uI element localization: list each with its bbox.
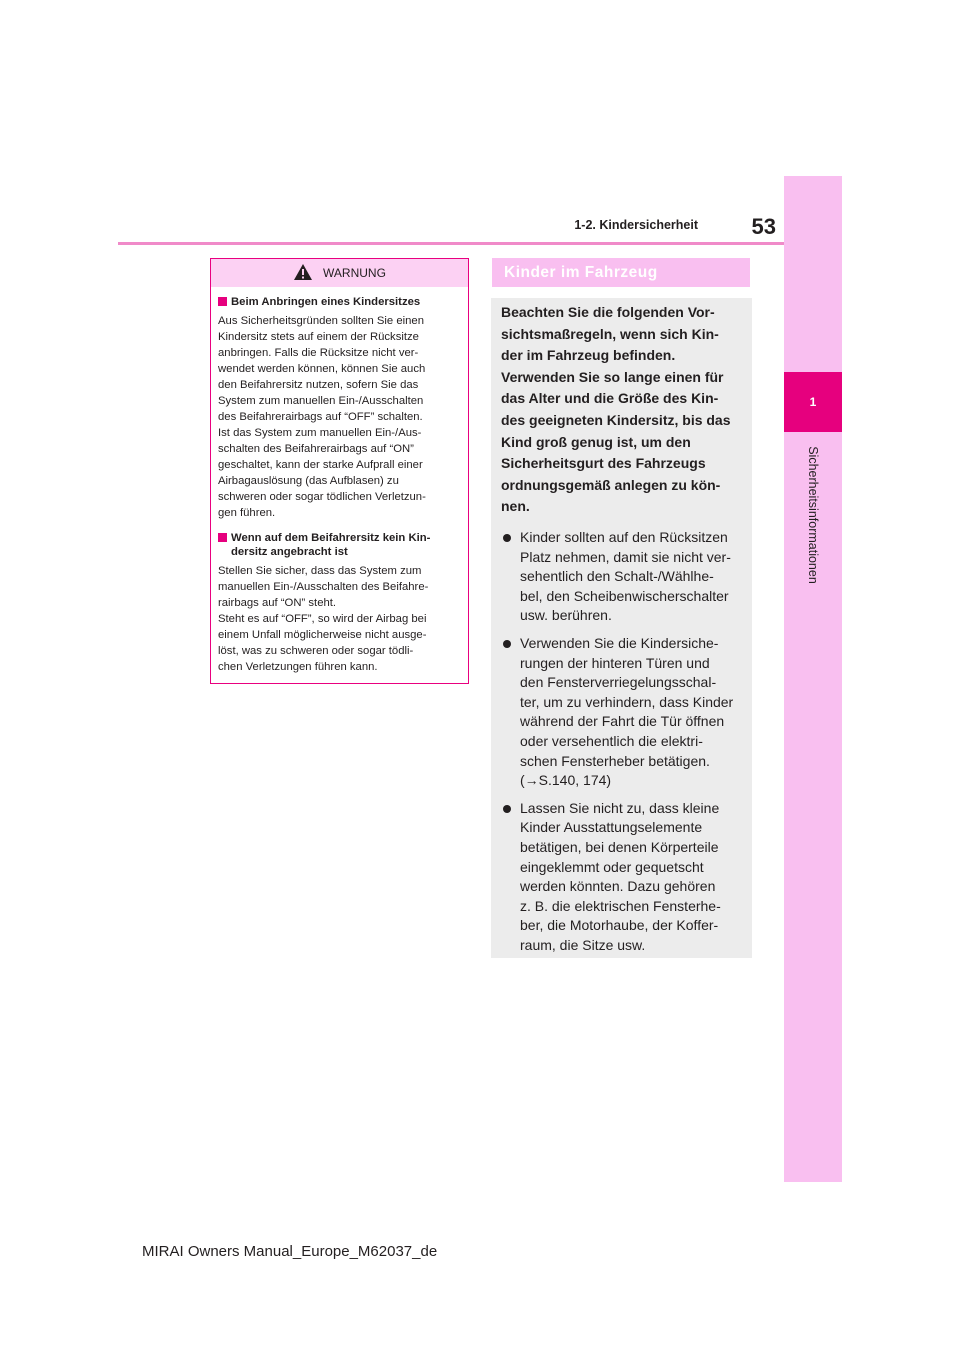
chapter-side-tab [784, 176, 842, 1182]
warning-item-text: Stellen Sie sicher, dass das System zum manuellen Ein-/Ausschalten des Beifahre- rairbags auf “ON” steht. Steht es auf “OFF”, so wird der Airbag bei einem Unfall möglicherweise nicht ausge- löst, was zu schweren oder sogar tödli- chen Verletzungen führen kann. [218, 565, 429, 673]
round-bullet-icon [503, 640, 511, 648]
round-bullet-icon [503, 805, 511, 813]
list-item [501, 528, 746, 626]
list-item [501, 799, 746, 956]
warning-heading-text: Beim Anbringen eines Kindersitzes [231, 296, 421, 308]
page-number: 53 [751, 214, 776, 239]
chapter-label: Sicherheitsinformationen [806, 446, 820, 584]
footer-manual-id: MIRAI Owners Manual_Europe_M62037_de [142, 1243, 438, 1260]
list-item-text: Verwenden Sie die Kindersiche- rungen der hinteren Türen und den Fensterverriegelungsschal- ter, um zu verhindern, dass Kinder während der Fahrt die Tür öffnen oder versehentlich die elektri- schen Fensterheber betätigen. (→S.140, 174) [520, 634, 734, 789]
warning-box [210, 258, 469, 684]
kinder-bullet-list [501, 528, 746, 963]
warning-header [211, 259, 468, 287]
square-bullet-icon [218, 297, 227, 306]
list-item [501, 634, 746, 791]
warning-item-heading [218, 295, 462, 309]
list-item-text: Lassen Sie nicht zu, dass kleine Kinder Ausstattungselemente betätigen, bei denen Körperteile eingeklemmt oder gequetscht werden könnten. Dazu gehören z. B. die elektrischen Fensterhe- ber, die Motorhaube, der Koffer- raum, die Sitze usw. [520, 799, 721, 953]
warning-heading-text: Wenn auf dem Beifahrersitz kein Kin- dersitz angebracht ist [231, 532, 431, 558]
chapter-number: 1 [809, 395, 817, 409]
warning-item-heading [218, 531, 462, 559]
warning-title: WARNUNG [323, 266, 386, 280]
section-title: 1-2. Kindersicherheit [574, 218, 698, 232]
round-bullet-icon [503, 534, 511, 542]
list-item-text: Kinder sollten auf den Rücksitzen Platz nehmen, damit sie nicht ver- sehentlich den Schalt-/Wählhe- bel, den Scheibenwischerschalter usw. berühren. [520, 529, 731, 624]
header-rule [118, 242, 784, 245]
warning-item-text: Aus Sicherheitsgründen sollten Sie einen Kindersitz stets auf einem der Rücksitze anbringen. Falls die Rücksitze nicht ver- wendet werden können, können Sie auch den Beifahrersitz nutzen, sofern Sie das System zum manuellen Ein-/Ausschalten des Beifahrerairbags auf “OFF” schalten. Ist das System zum manuellen Ein-/Aus- schalten des Beifahrerairbags auf “ON” geschaltet, kann der starke Aufprall einer Airbagauslösung (das Aufblasen) zu schweren oder sogar tödlichen Verletzun- gen führen. [218, 315, 426, 519]
kinder-section-heading: Kinder im Fahrzeug [492, 258, 750, 287]
warning-body [211, 287, 468, 675]
warning-triangle-icon [293, 263, 313, 284]
square-bullet-icon [218, 533, 227, 542]
chapter-number-tab [784, 372, 842, 432]
kinder-intro: Beachten Sie die folgenden Vor- sichtsmaßregeln, wenn sich Kin- der im Fahrzeug befinden. Verwenden Sie so lange einen für das Alter und die Größe des Kin- des geeigneten Kindersitz, bis das Kind groß genug ist, um den Sicherheitsgurt des Fahrzeugs ordnungsgemäß anlegen zu kön- nen. [501, 304, 731, 515]
